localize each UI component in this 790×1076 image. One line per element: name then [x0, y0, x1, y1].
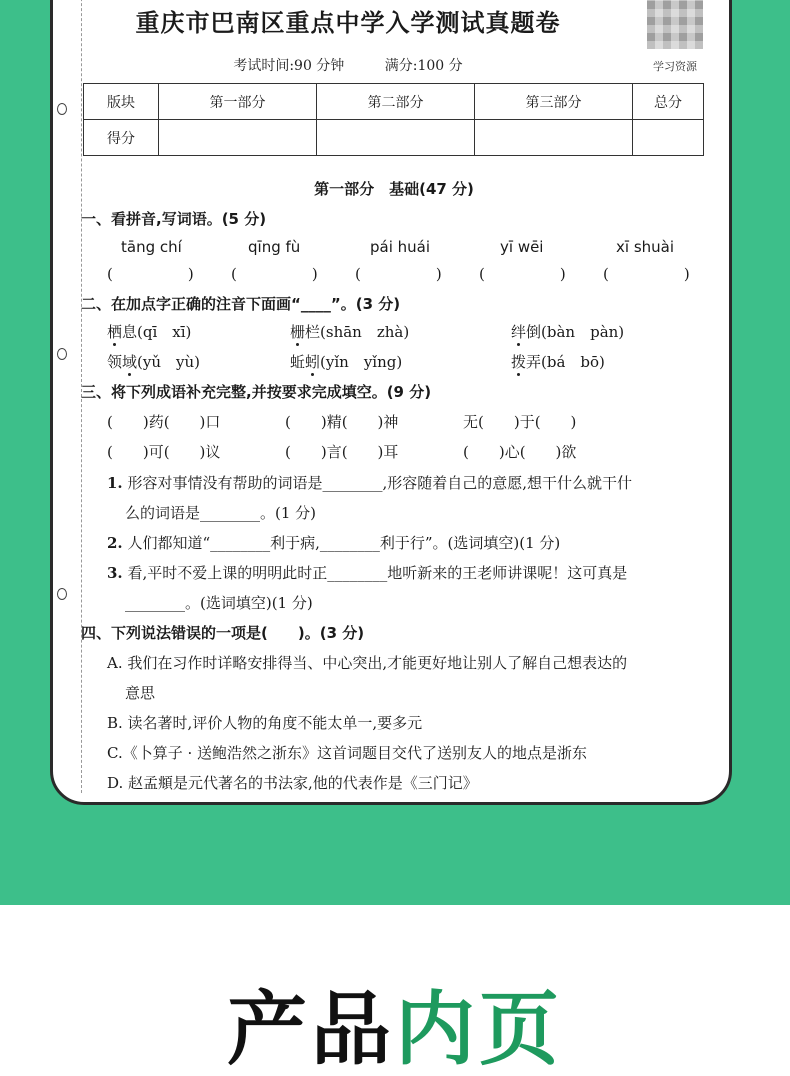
part1-heading: 第一部分 基础(47 分): [314, 180, 474, 198]
q1-pinyin: qīng fù: [248, 238, 301, 256]
idiom-blank[interactable]: 无( )于( ): [463, 413, 577, 431]
q1-pinyin: tāng chí: [121, 238, 182, 256]
q4-title: 四、下列说法错误的一项是( )。(3 分): [81, 624, 365, 642]
score-table: [83, 83, 704, 156]
q2-word: 栖息: [107, 323, 138, 341]
q1-answer-blank[interactable]: ( ): [355, 265, 442, 283]
idiom-blank[interactable]: ( )精( )神: [285, 413, 399, 431]
idiom-blank[interactable]: ( )可( )议: [107, 443, 221, 461]
q2-word: 绊倒: [511, 323, 542, 341]
idiom-blank[interactable]: ( )心( )欲: [463, 443, 577, 461]
q1-pinyin: xī shuài: [616, 238, 675, 256]
q3-sub-question: 2. 人们都知道“________利于病,________利于行”。(选词填空)(1 分): [107, 534, 561, 552]
binding-hole: [57, 588, 67, 600]
exam-full-score: 满分:100 分: [384, 58, 463, 74]
q2-title: 二、在加点字正确的注音下面画“____”。(3 分): [81, 295, 401, 313]
exam-info: [53, 55, 643, 75]
q2-word: 栅栏: [290, 323, 321, 341]
q3-sub1-continued[interactable]: 么的词语是________。(1 分): [125, 504, 317, 522]
binding-hole: [57, 348, 67, 360]
q3-sub-question: 3. 看,平时不爱上课的明明此时正________地听新来的王老师讲课呢！这可真是: [107, 564, 628, 582]
q2-item[interactable]: [511, 351, 605, 372]
q1-answer-blank[interactable]: ( ): [603, 265, 690, 283]
q1-answer-blank[interactable]: ( ): [107, 265, 194, 283]
q2-item[interactable]: [107, 351, 200, 372]
product-pages-banner: [0, 983, 790, 1076]
score-table-row: [84, 120, 704, 156]
qr-code-icon[interactable]: [647, 0, 703, 49]
q3-title: 三、将下列成语补充完整,并按要求完成填空。(9 分): [81, 383, 432, 401]
score-table-header-row: [84, 84, 704, 120]
score-cell[interactable]: [633, 120, 704, 156]
q2-word: 拨弄: [511, 353, 542, 371]
q2-item[interactable]: [511, 321, 624, 342]
q2-item[interactable]: [290, 321, 409, 342]
q2-item[interactable]: [107, 321, 191, 342]
q2-item[interactable]: [290, 351, 402, 372]
idiom-blank[interactable]: ( )药( )口: [107, 413, 221, 431]
q2-word: 蚯蚓: [290, 353, 321, 371]
score-header-cell: 第一部分: [159, 84, 317, 120]
banner-text-pages: 内页: [395, 983, 563, 1076]
q2-pinyin: (yǔ yù): [137, 353, 201, 371]
q2-pinyin: (bàn pàn): [541, 323, 625, 341]
q1-pinyin: yī wēi: [500, 238, 544, 256]
q3-sub3-text[interactable]: 看,平时不爱上课的明明此时正________地听新来的王老师讲课呢！这可真是: [127, 564, 628, 582]
binding-hole: [57, 103, 67, 115]
score-cell[interactable]: [475, 120, 633, 156]
q3-sub2-text[interactable]: 人们都知道“________利于病,________利于行”。(选词填空)(1 分): [127, 534, 561, 552]
q2-pinyin: (shān zhà): [320, 323, 410, 341]
q3-sub-question: 1. 形容对事情没有帮助的词语是________,形容随着自己的意愿,想干什么就干什: [107, 474, 632, 492]
exam-paper: [50, 0, 732, 805]
q1-answer-blank[interactable]: ( ): [479, 265, 566, 283]
score-cell[interactable]: [159, 120, 317, 156]
q3-sub3-continued[interactable]: ________。(选词填空)(1 分): [125, 594, 313, 612]
q4-option-a-continued: 意思: [125, 684, 156, 702]
score-cell[interactable]: [317, 120, 475, 156]
q4-option-c[interactable]: C.《卜算子 · 送鲍浩然之浙东》这首词题目交代了送别友人的地点是浙东: [107, 744, 588, 762]
q4-option-b[interactable]: B. 读名著时,评价人物的角度不能太单一,要多元: [107, 714, 423, 732]
score-row-label: 得分: [84, 120, 159, 156]
q2-pinyin: (bá bō): [541, 353, 605, 371]
score-header-cell: 第二部分: [317, 84, 475, 120]
q4-option-d[interactable]: D. 赵孟頫是元代著名的书法家,他的代表作是《三门记》: [107, 774, 478, 792]
q4-option-a[interactable]: A. 我们在习作时详略安排得当、中心突出,才能更好地让别人了解自己想表达的: [107, 654, 628, 672]
banner-text-product: 产品: [227, 983, 395, 1076]
score-header-cell: 总分: [633, 84, 704, 120]
q2-word: 领域: [107, 353, 138, 371]
q2-pinyin: (yǐn yǐng): [320, 353, 403, 371]
score-header-cell: 版块: [84, 84, 159, 120]
q1-pinyin: pái huái: [370, 238, 431, 256]
q2-pinyin: (qī xī): [137, 323, 192, 341]
idiom-blank[interactable]: ( )言( )耳: [285, 443, 399, 461]
q1-answer-blank[interactable]: ( ): [231, 265, 318, 283]
q3-sub1-text[interactable]: 形容对事情没有帮助的词语是________,形容随着自己的意愿,想干什么就干什: [127, 474, 632, 492]
exam-time: 考试时间:90 分钟: [233, 58, 345, 74]
q1-title: 一、看拼音,写词语。(5 分): [81, 210, 267, 228]
score-header-cell: 第三部分: [475, 84, 633, 120]
exam-title: 重庆市巴南区重点中学入学测试真题卷: [135, 8, 561, 37]
qr-caption: 学习资源: [653, 60, 697, 73]
